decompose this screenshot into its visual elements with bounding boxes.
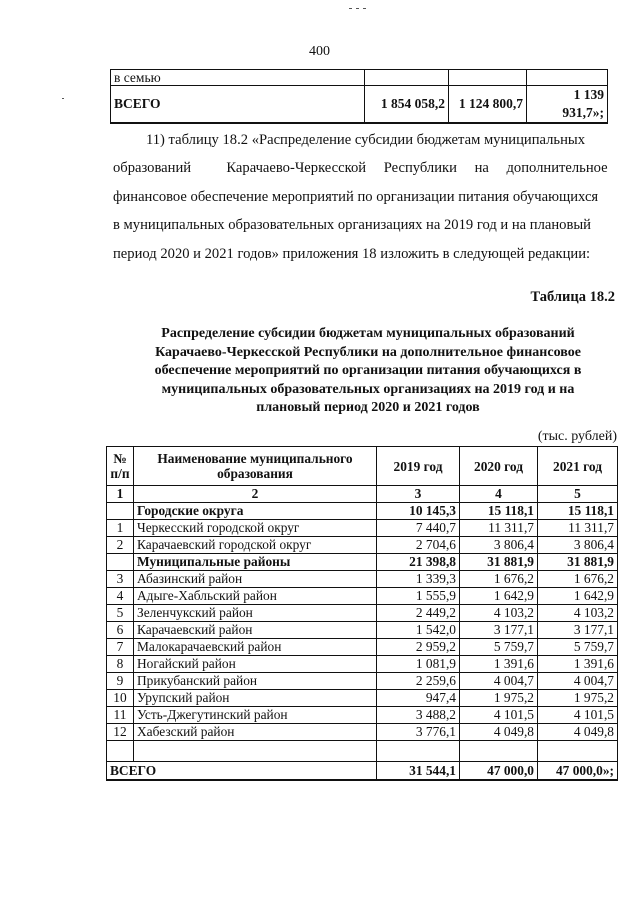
paragraph-line: в муниципальных образовательных организациях на 2019 год и на плановый [113, 217, 591, 234]
col-number: 5 [538, 486, 618, 503]
row-name: Абазинский район [134, 571, 377, 588]
page-number: 400 [309, 44, 330, 59]
table-row [107, 639, 618, 656]
row-name: Прикубанский район [134, 673, 377, 690]
scan-mark [349, 8, 352, 9]
title-line: муниципальных образовательных организациях на 2019 год и на [161, 381, 575, 397]
row-name: Карачаевский городской округ [134, 537, 377, 554]
value-2021: 4 103,2 [538, 605, 618, 622]
value-2019: 1 542,0 [377, 622, 460, 639]
paragraph-line: 11) таблицу 18.2 «Распределение субсидии бюджетам муниципальных [146, 132, 585, 148]
table-row [107, 605, 618, 622]
row-name: Хабезский район [134, 724, 377, 741]
row-num: 4 [107, 588, 134, 605]
header-name: Наименование муниципального образования [134, 447, 377, 486]
title-line: обеспечение мероприятий по организации питания обучающихся в [154, 363, 582, 379]
header-row [107, 447, 618, 486]
title-line: плановый период 2020 и 2021 годов [256, 400, 480, 416]
header-num: № п/п [107, 447, 134, 486]
col-number: 3 [377, 486, 460, 503]
table-row [107, 707, 618, 724]
value-2021: 4 101,5 [538, 707, 618, 724]
table-row [107, 690, 618, 707]
table-label: Таблица 18.2 [530, 289, 615, 305]
row-num: 11 [107, 707, 134, 724]
paragraph-line: образований Карачаево-Черкесской Республики на дополнительное [113, 160, 608, 177]
row-num: 6 [107, 622, 134, 639]
amendment-paragraph [113, 126, 616, 268]
row-num: 10 [107, 690, 134, 707]
value-2019: 1 339,3 [377, 571, 460, 588]
value-2021: 4 049,8 [538, 724, 618, 741]
row-num: 8 [107, 656, 134, 673]
scan-mark [363, 8, 366, 9]
value-2019: 2 449,2 [377, 605, 460, 622]
total-2019: 1 854 058,2 [365, 86, 449, 124]
value-2021: 1 642,9 [538, 588, 618, 605]
value-2020: 1 642,9 [460, 588, 538, 605]
value-2019: 947,4 [377, 690, 460, 707]
value-2019: 3 488,2 [377, 707, 460, 724]
value-2020: 1 391,6 [460, 656, 538, 673]
table-title [118, 325, 618, 418]
col-number: 4 [460, 486, 538, 503]
total-2021: 1 139 931,7»; [527, 86, 608, 124]
value-2021: 15 118,1 [538, 503, 618, 520]
value-2019: 1 081,9 [377, 656, 460, 673]
value-2020: 31 881,9 [460, 554, 538, 571]
row-name: Малокарачаевский район [134, 639, 377, 656]
row-num: 9 [107, 673, 134, 690]
previous-table-end [110, 69, 608, 124]
value-2020: 5 759,7 [460, 639, 538, 656]
table-row [107, 520, 618, 537]
row-name: Усть-Джегутинский район [134, 707, 377, 724]
header-2021: 2021 год [538, 447, 618, 486]
group-row-urban [107, 503, 618, 520]
value-2020: 1 676,2 [460, 571, 538, 588]
value-2021: 11 311,7 [538, 520, 618, 537]
row-name: Урупский район [134, 690, 377, 707]
value-2019: 21 398,8 [377, 554, 460, 571]
value-2019: 7 440,7 [377, 520, 460, 537]
row-name: Ногайский район [134, 656, 377, 673]
row-num: 7 [107, 639, 134, 656]
title-line: Распределение субсидии бюджетам муниципальных образований [161, 326, 575, 341]
scan-mark [356, 8, 359, 9]
row-name: Зеленчукский район [134, 605, 377, 622]
unit-label: (тыс. рублей) [537, 429, 617, 444]
row-label: в семью [111, 70, 365, 86]
value-2021: 1 676,2 [538, 571, 618, 588]
row-name: Черкесский городской округ [134, 520, 377, 537]
value-2020: 11 311,7 [460, 520, 538, 537]
value-2021: 1 391,6 [538, 656, 618, 673]
value-2020: 4 004,7 [460, 673, 538, 690]
group-row-rural [107, 554, 618, 571]
total-2019: 31 544,1 [377, 762, 460, 781]
title-line: Карачаево-Черкесской Республики на дополнительное финансовое [155, 344, 581, 360]
total-label: ВСЕГО [107, 762, 377, 781]
row-name: Адыге-Хабльский район [134, 588, 377, 605]
scan-mark [62, 98, 64, 99]
total-2020: 47 000,0 [460, 762, 538, 781]
value-2019: 3 776,1 [377, 724, 460, 741]
table-row [107, 724, 618, 741]
column-number-row [107, 486, 618, 503]
grand-total-row [107, 762, 618, 781]
value-2020: 4 103,2 [460, 605, 538, 622]
value-2019: 2 259,6 [377, 673, 460, 690]
header-2020: 2020 год [460, 447, 538, 486]
value-2019: 2 704,6 [377, 537, 460, 554]
row-num: 3 [107, 571, 134, 588]
table-row [107, 622, 618, 639]
value-2021: 1 975,2 [538, 690, 618, 707]
paragraph-line: финансовое обеспечение мероприятий по организации питания обучающихся [113, 188, 599, 205]
group-label: Муниципальные районы [134, 554, 377, 571]
row-name: Карачаевский район [134, 622, 377, 639]
total-label: ВСЕГО [111, 86, 365, 124]
value-2021: 4 004,7 [538, 673, 618, 690]
value-2020: 3 806,4 [460, 537, 538, 554]
subsidy-table [106, 446, 618, 781]
table-row [107, 656, 618, 673]
group-label: Городские округа [134, 503, 377, 520]
empty-row [107, 741, 618, 762]
value-2021: 3 806,4 [538, 537, 618, 554]
row-num: 5 [107, 605, 134, 622]
value-2019: 10 145,3 [377, 503, 460, 520]
value-2020: 15 118,1 [460, 503, 538, 520]
total-row [111, 86, 608, 124]
table-row [107, 588, 618, 605]
table-row [111, 70, 608, 86]
col-number: 1 [107, 486, 134, 503]
table-row [107, 537, 618, 554]
paragraph-line: период 2020 и 2021 годов» приложения 18 изложить в следующей редакции: [113, 245, 591, 262]
value-2021: 3 177,1 [538, 622, 618, 639]
value-2021: 31 881,9 [538, 554, 618, 571]
value-2020: 4 049,8 [460, 724, 538, 741]
value-2019: 2 959,2 [377, 639, 460, 656]
table-row [107, 673, 618, 690]
value-2020: 4 101,5 [460, 707, 538, 724]
value-2020: 3 177,1 [460, 622, 538, 639]
total-2020: 1 124 800,7 [449, 86, 527, 124]
value-2020: 1 975,2 [460, 690, 538, 707]
value-2019: 1 555,9 [377, 588, 460, 605]
row-num: 12 [107, 724, 134, 741]
value-2021: 5 759,7 [538, 639, 618, 656]
row-num: 1 [107, 520, 134, 537]
col-number: 2 [134, 486, 377, 503]
header-2019: 2019 год [377, 447, 460, 486]
row-num: 2 [107, 537, 134, 554]
table-row [107, 571, 618, 588]
total-2021: 47 000,0»; [538, 762, 618, 781]
